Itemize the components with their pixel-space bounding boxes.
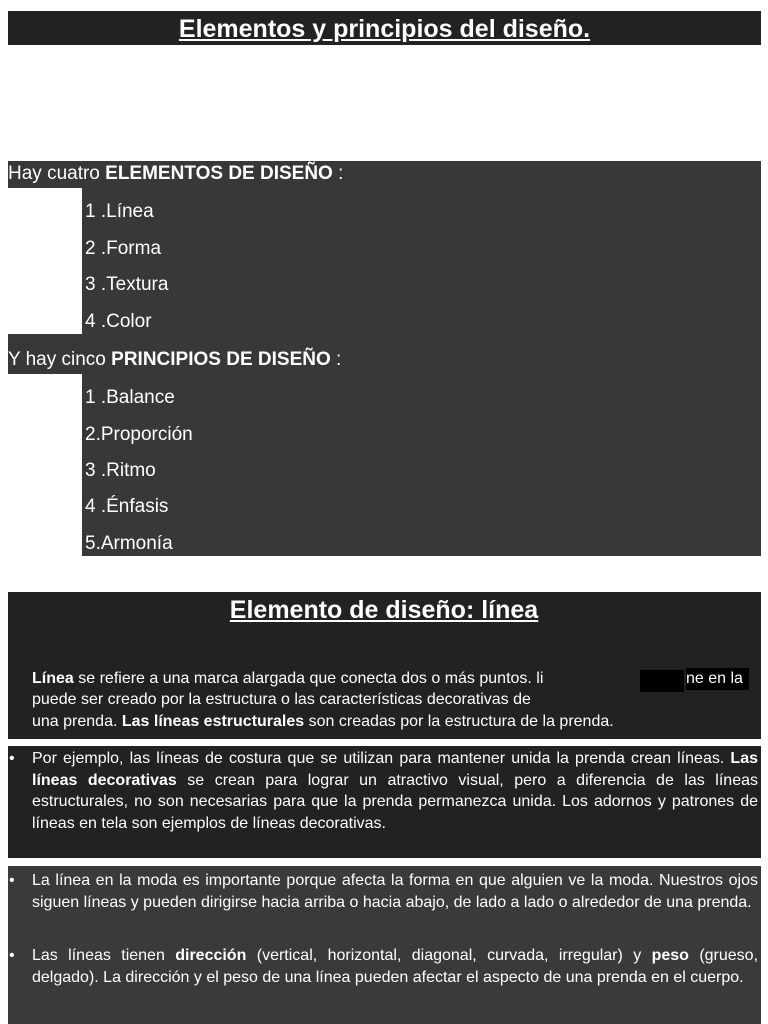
slide1-title: Elementos y principios del diseño. — [8, 11, 761, 45]
slide2-title: Elemento de diseño: línea — [229, 596, 539, 624]
elements-intro-text: Hay cuatro ELEMENTOS DE DISEÑO : — [8, 163, 344, 184]
principle-item: 5.Armonía — [85, 533, 173, 554]
element-item: 4 .Color — [85, 311, 152, 332]
principles-list — [82, 374, 761, 556]
element-item: 1 .Línea — [85, 201, 154, 222]
bullet-text-1: Por ejemplo, las líneas de costura que se utilizan para mantener unida la prenda crean líneas. Las líneas decorativas se crean para lograr un atractivo visual, pero a diferencia de las líneas estructurales, no son necesarias para que la prenda permanezca unida. Los adornos y patrones de líneas en tela son ejemplos de líneas decorativas. — [32, 750, 758, 832]
line-definition-tail: ne en la — [686, 668, 749, 690]
bullet-icon: • — [9, 947, 15, 964]
elements-list — [82, 188, 761, 334]
line-definition-line3: una prenda. Las líneas estructurales son creadas por la estructura de la prenda. — [32, 713, 614, 730]
principle-item: 1 .Balance — [85, 387, 175, 408]
line-definition-line1: Línea se refiere a una marca alargada que conecta dos o más puntos. li — [32, 670, 544, 687]
bullet-text-3: Las líneas tienen dirección (vertical, horizontal, diagonal, curvada, irregular) y peso (grueso, delgado). La dirección y el peso de una línea pueden afectar el aspecto de una prenda en el cuerpo. — [32, 947, 759, 986]
bullet-icon: • — [9, 750, 15, 767]
bullet-icon: • — [9, 872, 15, 889]
principle-item: 4 .Énfasis — [85, 496, 169, 517]
line-definition-line2: puede ser creado por la estructura o las características decorativas de — [32, 691, 531, 708]
redaction-box — [640, 670, 684, 692]
principles-intro-text: Y hay cinco PRINCIPIOS DE DISEÑO : — [8, 349, 342, 370]
element-item: 3 .Textura — [85, 274, 169, 295]
element-item: 2 .Forma — [85, 238, 162, 259]
principle-item: 3 .Ritmo — [85, 460, 156, 481]
principle-item: 2.Proporción — [85, 424, 193, 445]
bullet-text-2: La línea en la moda es importante porque afecta la forma en que alguien ve la moda. Nuestros ojos siguen líneas y pueden dirigirse hacia arriba o hacia abajo, de lado a lado o alrededor de una prenda. — [32, 872, 758, 911]
